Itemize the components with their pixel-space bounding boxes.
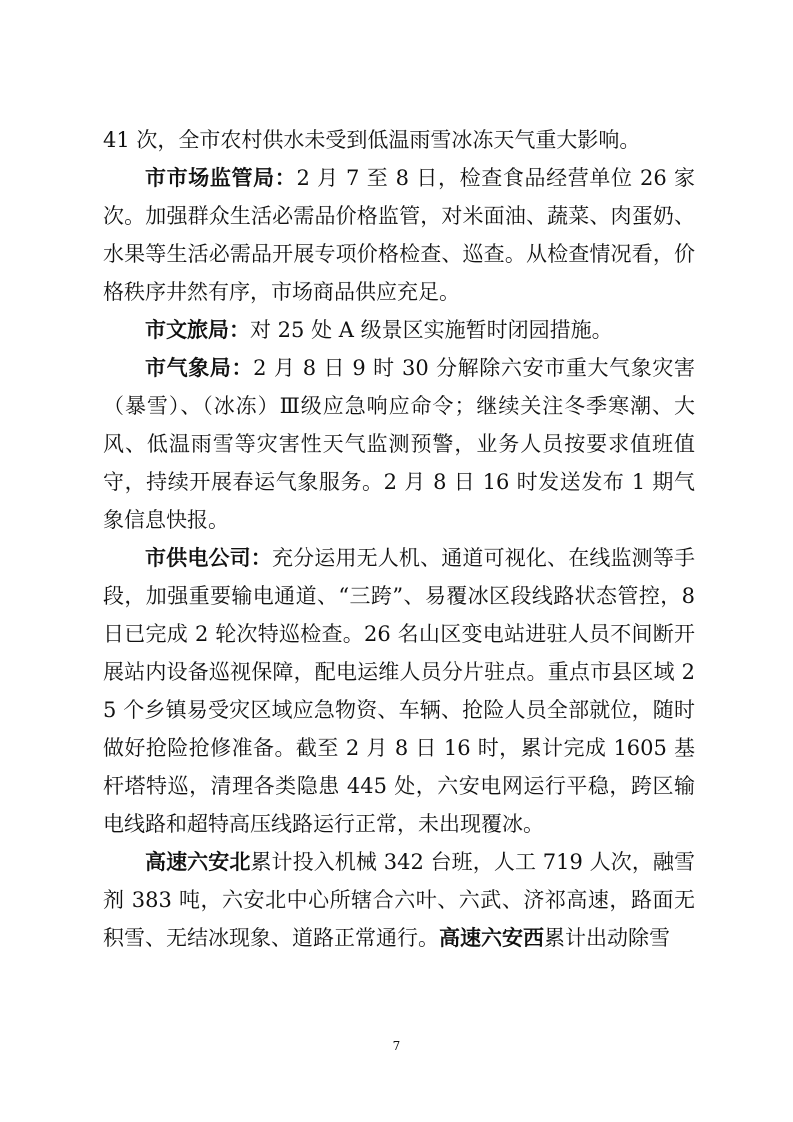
paragraph-expressway [103,843,695,957]
paragraph-text: 对 25 处 A 级景区实施暂时闭园措施。 [250,318,613,342]
department-heading: 高速六安西 [439,925,544,950]
paragraph-meteorology [103,349,695,539]
paragraph-text: 2 月 7 至 8 日，检查食品经营单位 26 家次。加强群众生活必需品价格监管，对米面油、蔬菜、肉蛋奶、水果等生活必需品开展专项价格检查、巡查。从检查情况看，价格秩序井然有序，市场商品供应充足。 [103,166,696,304]
department-heading: 市市场监管局： [145,165,297,190]
page-number: 7 [392,1039,401,1053]
paragraph-text: 2 月 8 日 9 时 30 分解除六安市重大气象灾害（暴雪）、（冰冻）Ⅲ级应急响应命令；继续关注冬季寒潮、大风、低温雨雪等灾害性天气监测预警，业务人员按要求值班值守，持续开展春运气象服务。2 月 8 日 16 时发送发布 1 期气象信息快报。 [103,356,696,532]
document-body [103,121,695,957]
paragraph-text: 41 次，全市农村供水未受到低温雨雪冰冻天气重大影响。 [103,128,641,152]
department-heading: 市气象局： [145,355,254,380]
paragraph-culture-tourism [103,311,695,349]
department-heading: 市文旅局： [145,317,250,342]
paragraph-text: 充分运用无人机、通道可视化、在线监测等手段，加强重要输电通道、“三跨”、易覆冰区段线路状态管控，8 日已完成 2 轮次特巡检查。26 名山区变电站进驻人员不间断开展站内设备巡视保障，配电运维人员分片驻点。重点市县区域 25 个乡镇易受灾区域应急物资、车辆、抢险人员全部就位，随时做好抢险抢修准备。截至 2 月 8 日 16 时，累计完成 1605 基杆塔特巡，清理各类隐患 445 处，六安电网运行平稳，跨区输电线路和超特高压线路运行正常，未出现覆冰。 [103,546,696,836]
department-heading: 高速六安北 [145,849,251,874]
paragraph-text: 累计投入机械 342 台班，人工 719 人次，融雪剂 383 吨，六安北中心所辖合六叶、六武、济祁高速，路面无积雪、无结冰现象、道路正常通行。 [103,850,696,950]
paragraph-market-supervision [103,159,695,311]
paragraph-power-supply [103,539,695,843]
department-heading: 市供电公司： [145,545,272,570]
paragraph-water-supply [103,121,695,159]
paragraph-text: 累计出动除雪 [544,926,670,950]
